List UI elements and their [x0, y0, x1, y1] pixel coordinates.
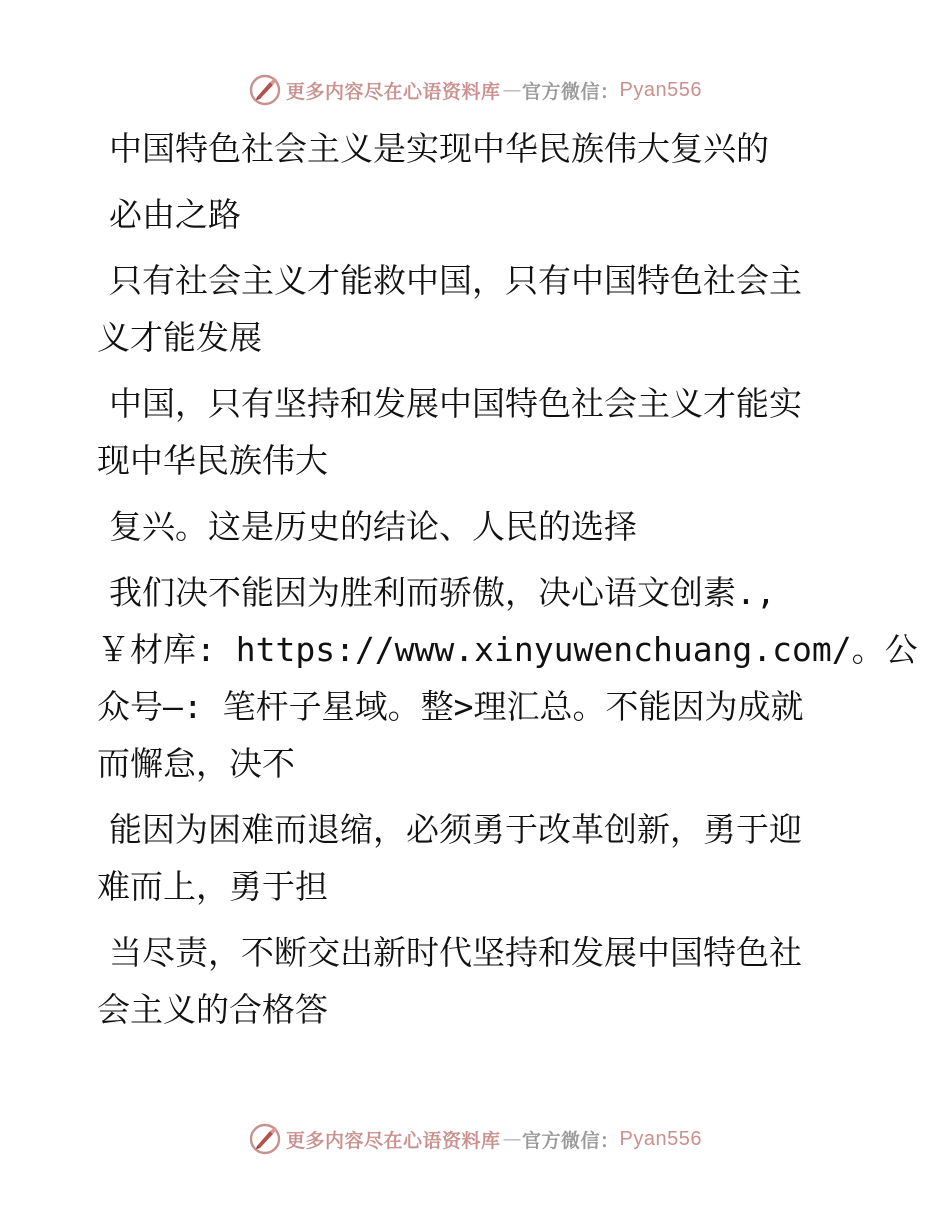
text-line: 义才能发展: [97, 318, 262, 357]
paragraph-5: [97, 498, 832, 555]
text-line: 中国特色社会主义是实现中华民族伟大复兴的: [109, 129, 769, 168]
paragraph-3: [97, 252, 832, 366]
paragraph-4: [97, 375, 832, 489]
watermark-wechat-label: 官方微信：: [522, 1129, 620, 1152]
text-line: 必由之路: [109, 195, 241, 234]
text-line: 中国，只有坚持和发展中国特色社会主义才能实: [109, 384, 802, 423]
quill-pen-logo-icon: [248, 73, 282, 107]
watermark-wechat-label: 官方微信：: [522, 80, 620, 103]
text-line: 复兴。这是历史的结论、人民的选择: [109, 507, 637, 546]
text-line: 我们决不能因为胜利而骄傲，决心语文创素.,: [109, 573, 776, 612]
text-line: ￥材库: https://www.xinyuwenchuang.com/。公: [97, 630, 918, 669]
header-watermark: [0, 70, 950, 110]
paragraph-7: [97, 801, 832, 915]
paragraph-6: [97, 564, 918, 792]
paragraph-8: [97, 924, 832, 1038]
watermark-main-text: 更多内容尽在心语资料库: [286, 80, 501, 103]
text-line: 而懈怠，决不: [97, 744, 295, 783]
text-line: 难而上，勇于担: [97, 867, 328, 906]
footer-watermark: [0, 1119, 950, 1159]
watermark-separator: —: [502, 1128, 523, 1150]
text-line: 会主义的合格答: [97, 990, 328, 1029]
paragraph-2: [97, 186, 832, 243]
text-line: 当尽责，不断交出新时代坚持和发展中国特色社: [109, 933, 802, 972]
paragraph-1: [97, 120, 832, 177]
watermark-main-text: 更多内容尽在心语资料库: [286, 1129, 501, 1152]
watermark-wechat-id: Pyan556: [619, 1127, 702, 1150]
document-body: [97, 120, 918, 1047]
watermark-separator: —: [502, 79, 523, 101]
text-line: 只有社会主义才能救中国，只有中国特色社会主: [109, 261, 802, 300]
quill-pen-logo-icon: [248, 1122, 282, 1156]
text-line: 众号—: 笔杆子星域。整>理汇总。不能因为成就: [97, 687, 804, 726]
watermark-wechat-id: Pyan556: [619, 78, 702, 101]
text-line: 能因为困难而退缩，必须勇于改革创新，勇于迎: [109, 810, 802, 849]
text-line: 现中华民族伟大: [97, 441, 328, 480]
